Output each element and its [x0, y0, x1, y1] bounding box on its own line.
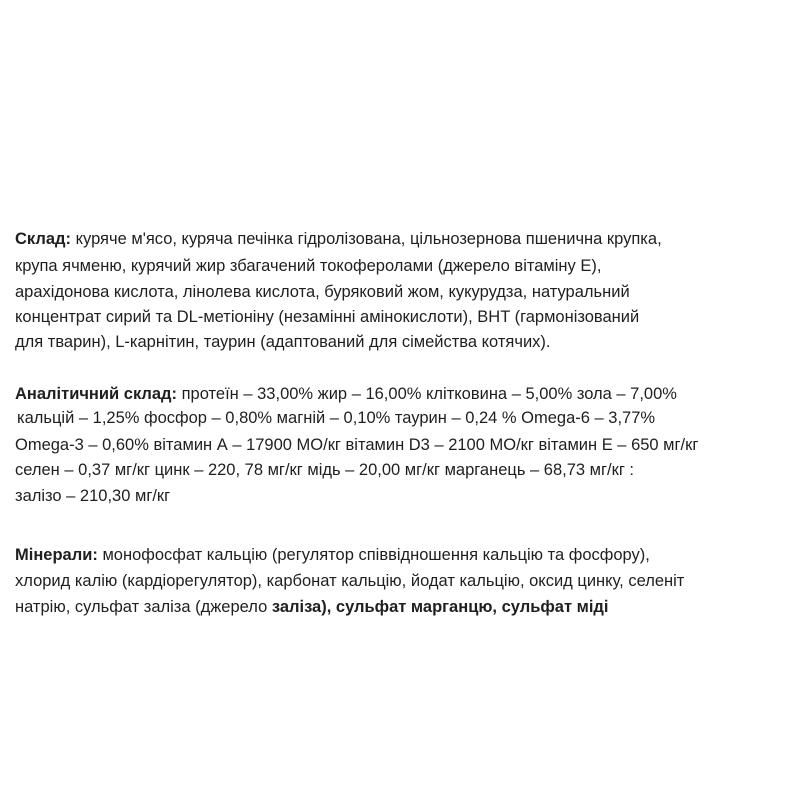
analytical-label: Аналітичний склад: [15, 385, 178, 403]
analytical-text-1: протеїн – 33,00% жир – 16,00% клітковина – 5,00% зола – 7,00% [177, 385, 677, 403]
minerals-text-1: монофосфат кальцію (регулятор співвідношення кальцію та фосфору), [97, 546, 650, 564]
minerals-line-3 [15, 597, 608, 617]
minerals-text-3-plain: натрію, сульфат заліза (джерело [15, 598, 272, 616]
analytical-line-3: Omega-3 – 0,60% вітамин А – 17900 МО/кг вітамин D3 – 2100 МО/кг вітамин Е – 650 мг/кг [15, 436, 699, 454]
analytical-line-1 [15, 384, 677, 404]
minerals-line-2: хлорид калію (кардіорегулятор), карбонат кальцію, йодат кальцію, оксид цинку, селеніт [15, 572, 685, 590]
composition-text-1: куряче м'ясо, куряча печінка гідролізована, цільнозернова пшенична крупка, [71, 230, 662, 248]
composition-line-2: крупа ячменю, курячий жир збагачений токоферолами (джерело вітаміну Е), [15, 257, 602, 275]
minerals-line-1 [15, 545, 650, 565]
composition-label: Склад: [15, 230, 72, 248]
composition-line-1 [15, 229, 662, 249]
minerals-text-3-bold: заліза), сульфат марганцю, сульфат міді [271, 598, 609, 616]
composition-line-4: концентрат сирий та DL-метіоніну (незамінні амінокислоти), BHT (гармонізований [15, 308, 640, 326]
analytical-line-4: селен – 0,37 мг/кг цинк – 220, 78 мг/кг мідь – 20,00 мг/кг марганець – 68,73 мг/кг : [15, 461, 635, 479]
composition-line-5: для тварин), L-карнітин, таурин (адаптований для сімейства котячих). [15, 333, 551, 351]
analytical-line-2: кальцій – 1,25% фосфор – 0,80% магній – 0,10% таурин – 0,24 % Omega-6 – 3,77% [17, 409, 656, 427]
analytical-line-5: залізо – 210,30 мг/кг [15, 487, 171, 505]
composition-line-3: арахідонова кислота, лінолева кислота, буряковий жом, кукурудза, натуральний [15, 283, 630, 301]
minerals-label: Мінерали: [15, 546, 98, 564]
